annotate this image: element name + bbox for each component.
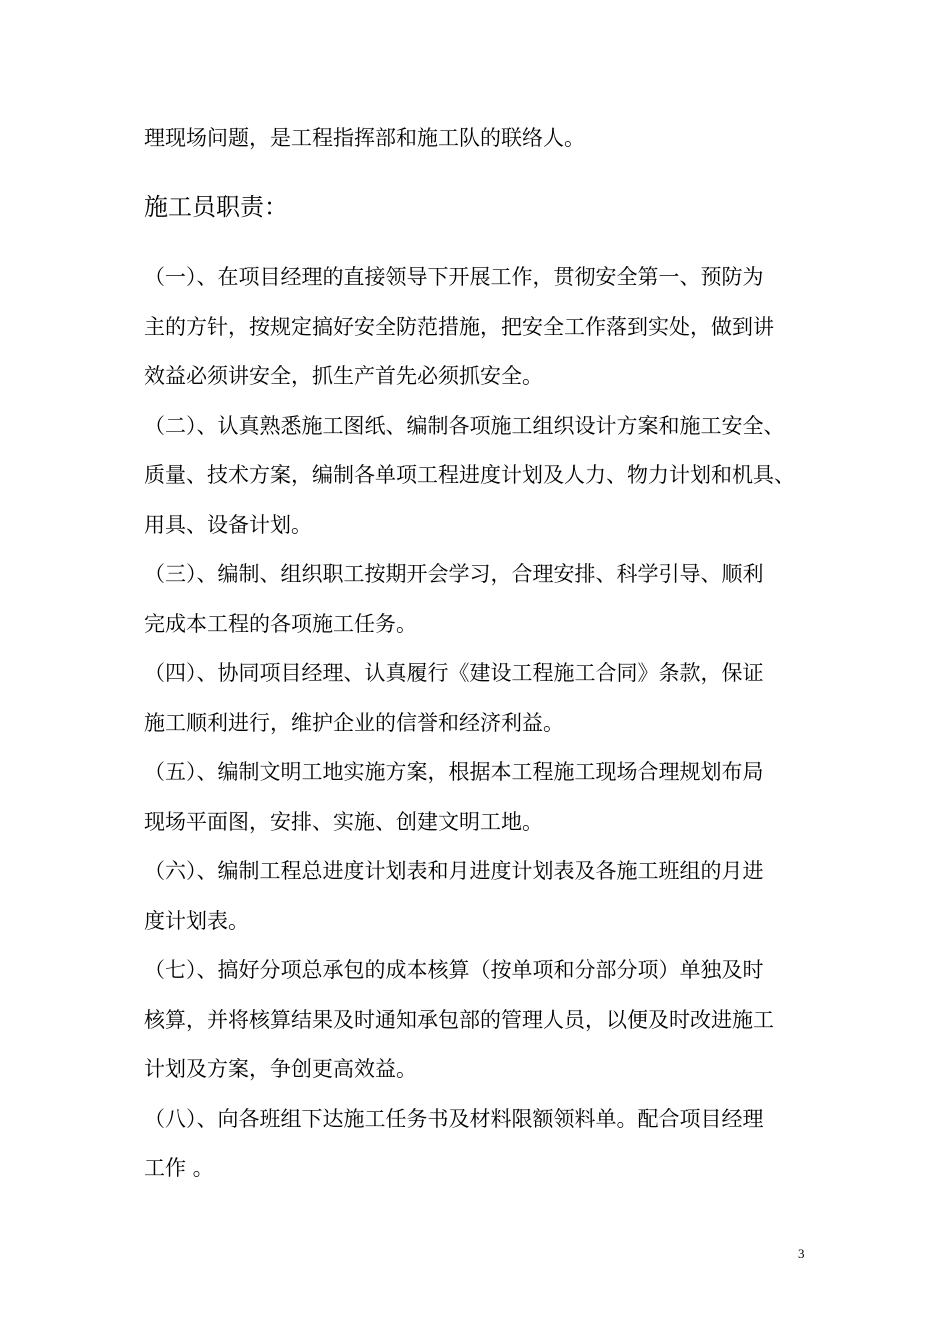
duty-item-7 [144,946,812,1095]
duty-line: 施工顺利进行，维护企业的信誉和经济利益。 [144,710,564,735]
duty-line: （四）、协同项目经理、认真履行《建设工程施工合同》条款，保证 [144,661,764,685]
duty-item-2 [144,402,812,551]
duty-line: （一）、在项目经理的直接领导下开展工作，贯彻安全第一、预防为 [144,265,764,289]
duty-line: 完成本工程的各项施工任务。 [144,611,417,636]
duty-line: （八）、向各班组下达施工任务书及材料限额领料单。配合项目经理 [144,1106,764,1131]
duty-item-5 [144,748,812,847]
duty-item-8 [144,1095,812,1194]
duty-item-3 [144,550,812,649]
duty-line: 度计划表。 [144,908,249,933]
duty-line: 计划及方案，争创更高效益。 [144,1057,417,1081]
duty-item-6 [144,847,812,946]
section-heading: 施工员职责： [144,193,288,221]
duty-line: （六）、编制工程总进度计划表和月进度计划表及各施工班组的月进 [144,859,764,883]
page-number: 3 [798,1246,805,1261]
continuation-paragraph: 理现场问题，是工程指挥部和施工队的联络人。 [144,126,585,150]
duty-line: 质量、技术方案，编制各单项工程进度计划及人力、物力计划和机具、 [144,463,795,487]
duty-item-4 [144,649,812,748]
duty-line: （五）、编制文明工地实施方案，根据本工程施工现场合理规划布局 [144,760,764,784]
duty-line: （二）、认真熟悉施工图纸、编制各项施工组织设计方案和施工安全、 [144,413,785,438]
duty-line: 现场平面图，安排、实施、创建文明工地。 [144,809,543,834]
duties-list [144,253,812,1194]
duty-line: 工作 。 [144,1156,214,1180]
duty-line: 主的方针，按规定搞好安全防范措施，把安全工作落到实处，做到讲 [144,314,774,339]
duty-line: （七）、搞好分项总承包的成本核算（按单项和分部分项）单独及时 [144,958,764,982]
duty-line: 核算，并将核算结果及时通知承包部的管理人员，以便及时改进施工 [144,1007,774,1032]
duty-item-1 [144,253,812,402]
duty-line: 效益必须讲安全，抓生产首先必须抓安全。 [144,364,543,388]
duty-line: 用具、设备计划。 [144,512,312,537]
duty-line: （三）、编制、组织职工按期开会学习，合理安排、科学引导、顺利 [144,562,764,586]
